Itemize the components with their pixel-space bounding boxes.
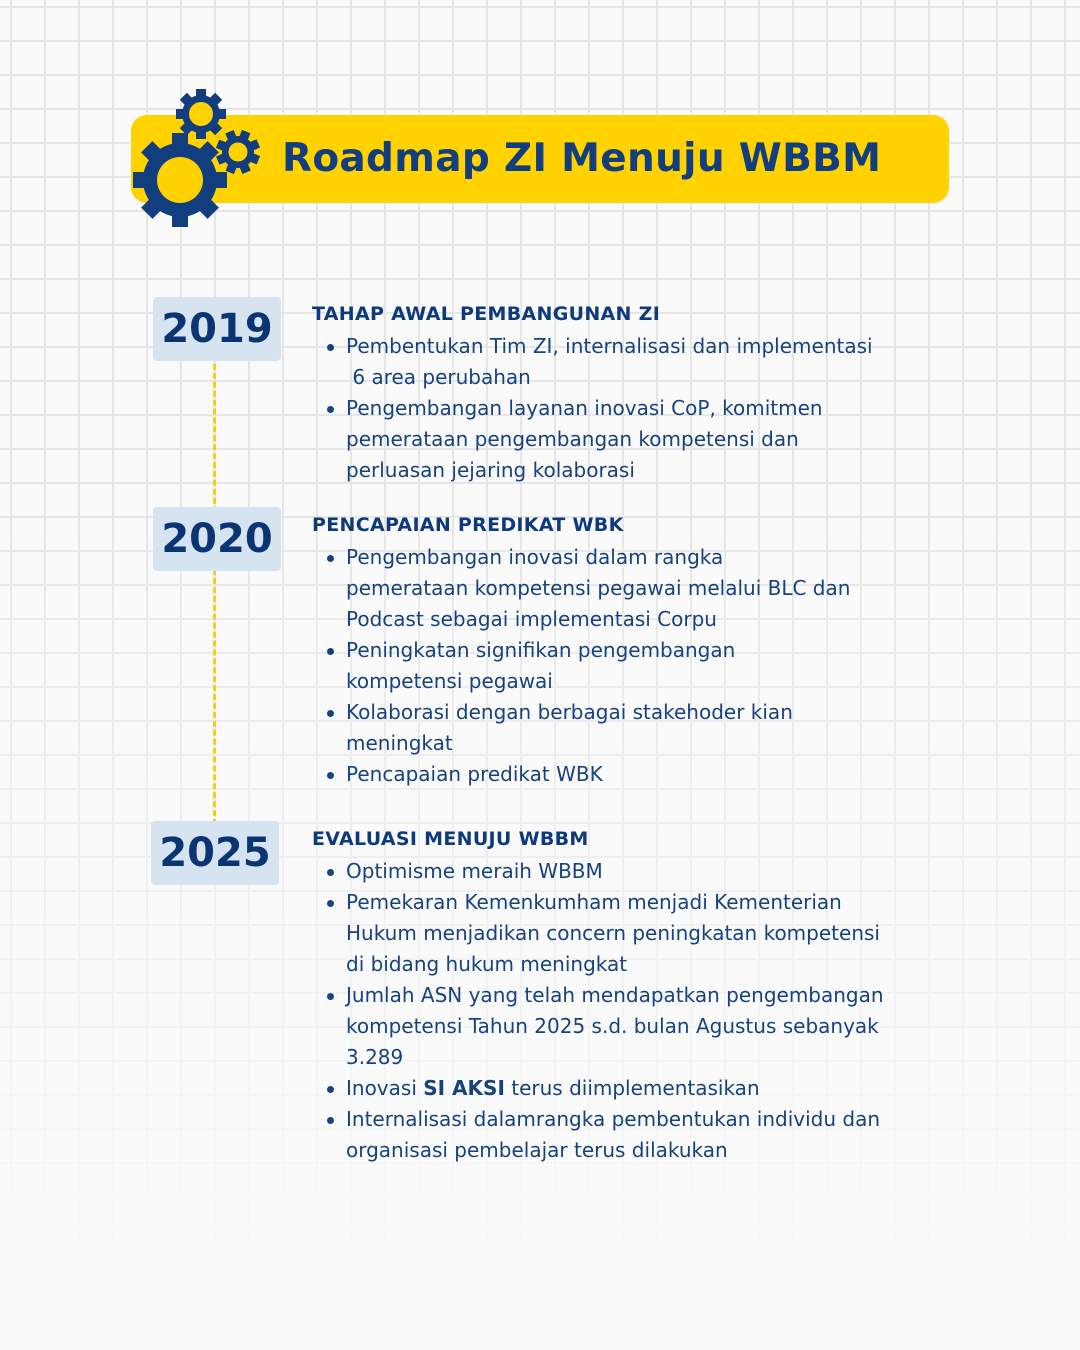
list-item: Peningkatan signifikan pengembangan kompetensi pegawai bbox=[312, 635, 972, 697]
bullet-icon bbox=[327, 993, 334, 1000]
gear-small-top bbox=[176, 89, 226, 139]
item-list bbox=[312, 856, 972, 1166]
bullet-icon bbox=[327, 1086, 334, 1093]
bullet-icon bbox=[327, 869, 334, 876]
bullet-icon bbox=[327, 555, 334, 562]
timeline-section-2020 bbox=[312, 511, 972, 790]
list-item: Pengembangan inovasi dalam rangka pemerataan kompetensi pegawai melalui BLC dan Podcast sebagai implementasi Corpu bbox=[312, 542, 972, 635]
section-heading: EVALUASI MENUJU WBBM bbox=[312, 828, 589, 850]
bullet-icon bbox=[327, 406, 334, 413]
item-list bbox=[312, 331, 972, 486]
list-item: Pencapaian predikat WBK bbox=[312, 759, 972, 790]
list-item: Optimisme meraih WBBM bbox=[312, 856, 972, 887]
section-heading: TAHAP AWAL PEMBANGUNAN ZI bbox=[312, 303, 661, 325]
list-item: Pengembangan layanan inovasi CoP, komitmen pemerataan pengembangan kompetensi dan perluasan jejaring kolaborasi bbox=[312, 393, 972, 486]
list-item: Inovasi SI AKSI terus diimplementasikan bbox=[312, 1073, 972, 1104]
bullet-icon bbox=[327, 772, 334, 779]
bullet-icon bbox=[327, 900, 334, 907]
list-item: Pembentukan Tim ZI, internalisasi dan implementasi 6 area perubahan bbox=[312, 331, 972, 393]
year-badge-2025: 2025 bbox=[151, 821, 279, 885]
bullet-icon bbox=[327, 648, 334, 655]
bullet-icon bbox=[327, 344, 334, 351]
list-item: Internalisasi dalamrangka pembentukan individu dan organisasi pembelajar terus dilakukan bbox=[312, 1104, 972, 1166]
year-badge-2019: 2019 bbox=[153, 297, 281, 361]
timeline-section-2019 bbox=[312, 300, 972, 486]
highlight-si-aksi: SI AKSI bbox=[423, 1076, 505, 1100]
bullet-icon bbox=[327, 1117, 334, 1124]
timeline-section-2025 bbox=[312, 825, 972, 1166]
list-item: Kolaborasi dengan berbagai stakehoder kian meningkat bbox=[312, 697, 972, 759]
gear-small-right bbox=[216, 130, 260, 174]
timeline-connector bbox=[213, 355, 216, 825]
section-heading: PENCAPAIAN PREDIKAT WBK bbox=[312, 514, 624, 536]
gear-large bbox=[133, 133, 227, 227]
item-list bbox=[312, 542, 972, 790]
gears-icon bbox=[130, 84, 270, 234]
list-item: Pemekaran Kemenkumham menjadi Kementerian Hukum menjadikan concern peningkatan kompetensi di bidang hukum meningkat bbox=[312, 887, 972, 980]
list-item: Jumlah ASN yang telah mendapatkan pengembangan kompetensi Tahun 2025 s.d. bulan Agustus sebanyak 3.289 bbox=[312, 980, 972, 1073]
year-badge-2020: 2020 bbox=[153, 507, 281, 571]
bullet-icon bbox=[327, 710, 334, 717]
page-title: Roadmap ZI Menuju WBBM bbox=[282, 136, 882, 181]
